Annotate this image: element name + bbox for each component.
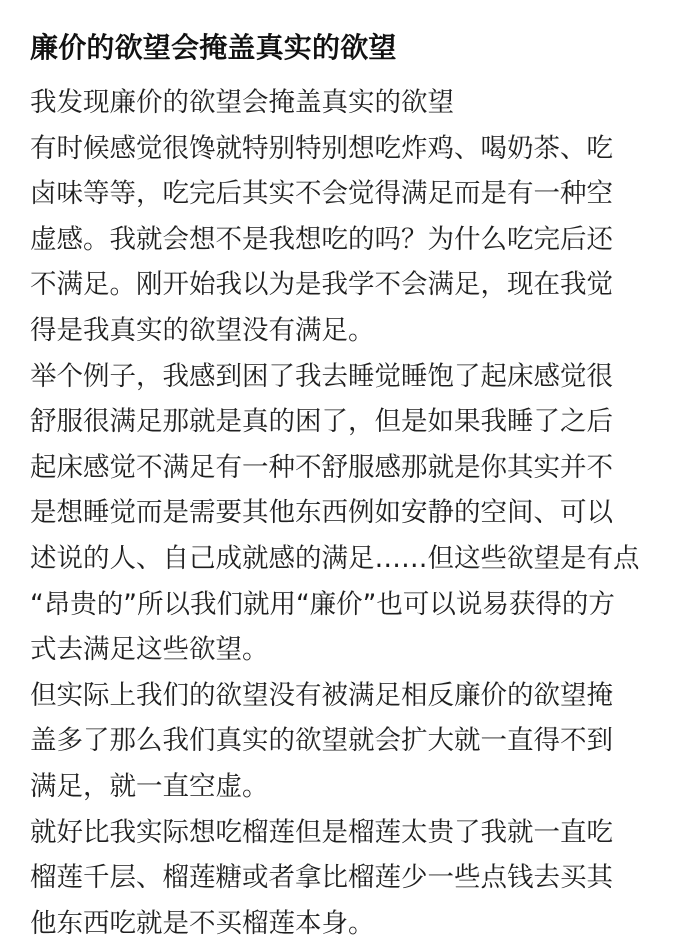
text-line: 我发现廉价的欲望会掩盖真实的欲望 <box>30 87 454 118</box>
text-line: 虚感。我就会想不是我想吃的吗？为什么吃完后还 <box>30 223 613 255</box>
paragraph-example <box>30 354 668 673</box>
text-line: 但实际上我们的欲望没有被满足相反廉价的欲望掩 <box>30 679 613 711</box>
paragraph-durian <box>30 810 668 946</box>
paragraph-experience <box>30 126 668 354</box>
article-body <box>30 80 668 946</box>
text-line: 举个例子，我感到困了我去睡觉睡饱了起床感觉很 <box>30 360 613 392</box>
text-line: 有时候感觉很馋就特别特别想吃炸鸡、喝奶茶、吃 <box>30 132 613 164</box>
text-line: 舒服很满足那就是真的困了，但是如果我睡了之后 <box>30 406 613 438</box>
article-title: 廉价的欲望会掩盖真实的欲望 <box>30 31 397 64</box>
text-line: “昂贵的”所以我们就用“廉价”也可以说易获得的方 <box>30 588 615 620</box>
text-line: 是想睡觉而是需要其他东西例如安静的空间、可以 <box>30 497 613 529</box>
text-line: 式去满足这些欲望。 <box>30 634 269 666</box>
text-line: 不满足。刚开始我以为是我学不会满足，现在我觉 <box>30 269 613 301</box>
text-line: 他东西吃就是不买榴莲本身。 <box>30 907 375 939</box>
text-line: 得是我真实的欲望没有满足。 <box>30 314 375 346</box>
paragraph-reality <box>30 673 668 810</box>
text-line: 述说的人、自己成就感的满足……但这些欲望是有点 <box>30 542 640 574</box>
text-line: 起床感觉不满足有一种不舒服感那就是你其实并不 <box>30 451 613 483</box>
paragraph-intro <box>30 80 668 126</box>
text-line: 盖多了那么我们真实的欲望就会扩大就一直得不到 <box>30 725 613 757</box>
text-line: 卤味等等，吃完后其实不会觉得满足而是有一种空 <box>30 178 613 210</box>
text-line: 就好比我实际想吃榴莲但是榴莲太贵了我就一直吃 <box>30 816 613 848</box>
text-line: 满足，就一直空虚。 <box>30 770 269 802</box>
text-line: 榴莲千层、榴莲糖或者拿比榴莲少一些点钱去买其 <box>30 862 613 894</box>
